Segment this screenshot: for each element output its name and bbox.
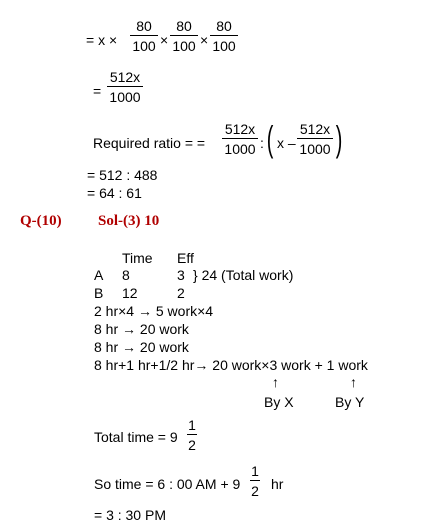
row-b-time: 12 xyxy=(122,285,138,301)
row-a-time: 8 xyxy=(122,267,130,283)
fraction-denominator: 100 xyxy=(172,38,196,54)
row-b-label: B xyxy=(94,285,104,301)
header-eff: Eff xyxy=(177,250,194,266)
hour-unit: hr xyxy=(271,476,284,492)
fraction-denominator: 1000 xyxy=(299,141,331,157)
fraction-80-100-a xyxy=(130,19,158,53)
fraction-512x-1000 xyxy=(107,70,143,104)
total-time-label: Total time = 9 xyxy=(94,429,178,445)
fraction-512x-1000-left xyxy=(222,122,258,156)
equals-sign: = xyxy=(93,83,102,99)
fraction-denominator: 100 xyxy=(212,38,236,54)
step-2: 8 hr → 20 work xyxy=(94,321,189,337)
right-parenthesis: ) xyxy=(335,118,343,159)
fraction-80-100-c xyxy=(210,19,238,53)
ratio-result-2: = 64 : 61 xyxy=(87,185,142,201)
x-minus: x – xyxy=(277,135,296,151)
row-b-eff: 2 xyxy=(177,285,185,301)
by-y-label: By Y xyxy=(335,394,365,410)
up-arrow-icon: ↑ xyxy=(350,374,357,390)
required-ratio-label: Required ratio = = xyxy=(93,135,206,151)
fraction-denominator: 100 xyxy=(132,38,156,54)
fraction-one-half xyxy=(250,464,260,498)
up-arrow-icon: ↑ xyxy=(272,374,279,390)
row-a-eff: 3 xyxy=(177,267,185,283)
ratio-result-1: = 512 : 488 xyxy=(87,167,158,183)
fraction-denominator: 1000 xyxy=(109,89,141,105)
fraction-numerator: 80 xyxy=(170,19,198,36)
fraction-numerator: 512x xyxy=(107,70,143,87)
header-time: Time xyxy=(122,250,153,266)
fraction-numerator: 80 xyxy=(210,19,238,36)
fraction-one-half xyxy=(187,418,197,452)
fraction-numerator: 80 xyxy=(130,19,158,36)
total-work-note: } 24 (Total work) xyxy=(193,267,294,283)
so-time-label: So time = 6 : 00 AM + 9 xyxy=(94,476,241,492)
by-x-label: By X xyxy=(264,394,294,410)
fraction-numerator: 512x xyxy=(297,122,333,139)
step-3: 8 hr → 20 work xyxy=(94,339,189,355)
fraction-numerator: 1 xyxy=(188,417,196,433)
final-answer: = 3 : 30 PM xyxy=(94,507,166,523)
step-4: 8 hr+1 hr+1/2 hr→ 20 work×3 work + 1 work xyxy=(94,357,368,373)
times-sign: × xyxy=(200,32,209,48)
solution-label: Sol-(3) 10 xyxy=(98,213,160,229)
step-1: 2 hr×4 → 5 work×4 xyxy=(94,303,214,319)
multiply-prefix: = x × xyxy=(86,32,118,48)
fraction-denominator: 2 xyxy=(251,483,259,499)
fraction-denominator: 1000 xyxy=(224,141,256,157)
ratio-colon: : xyxy=(260,135,264,151)
fraction-numerator: 512x xyxy=(222,122,258,139)
row-a-label: A xyxy=(94,267,104,283)
fraction-denominator: 2 xyxy=(188,437,196,453)
times-sign: × xyxy=(160,32,169,48)
question-number: Q-(10) xyxy=(20,213,62,229)
fraction-512x-1000-right xyxy=(297,122,333,156)
fraction-80-100-b xyxy=(170,19,198,53)
fraction-numerator: 1 xyxy=(251,463,259,479)
left-parenthesis: ( xyxy=(266,118,274,159)
